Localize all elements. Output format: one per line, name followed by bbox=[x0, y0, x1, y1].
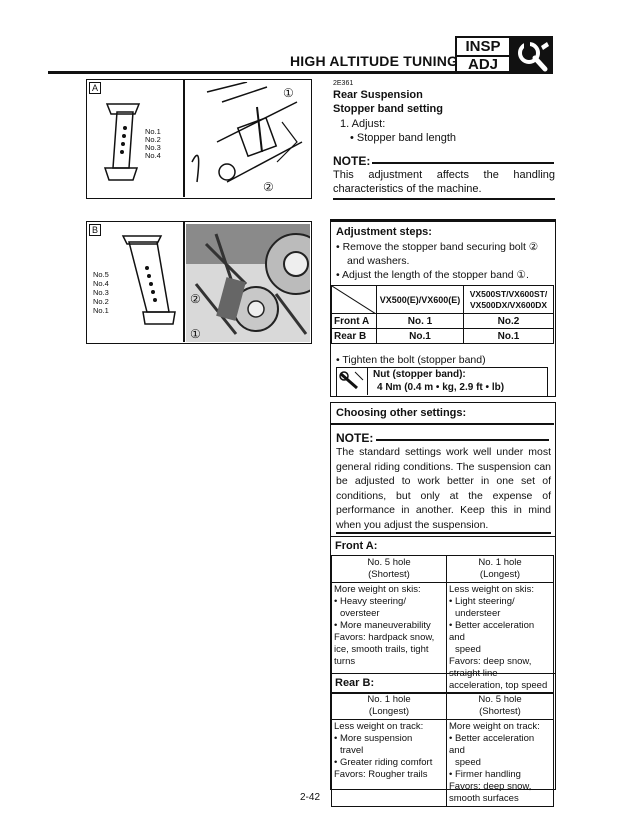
head-line: (Shortest) bbox=[479, 706, 521, 717]
page-number: 2-42 bbox=[300, 792, 321, 803]
text-line: • Greater riding comfort bbox=[334, 757, 433, 768]
figure-b-hole-labels bbox=[93, 270, 109, 315]
text-line: turns bbox=[334, 656, 356, 667]
text-line: • More maneuverability bbox=[334, 620, 431, 631]
figure-b-label: B bbox=[89, 224, 101, 236]
note-end-rule bbox=[333, 198, 555, 200]
text-line: understeer bbox=[455, 608, 501, 619]
row-value: No.1 bbox=[377, 329, 464, 344]
head-line: (Longest) bbox=[479, 569, 521, 580]
table-corner bbox=[332, 286, 377, 314]
choosing-note-rule bbox=[376, 439, 549, 441]
text-line: • Better acceleration and bbox=[449, 620, 535, 643]
text-line: Favors: hardpack snow, bbox=[334, 632, 435, 643]
text-line: More weight on skis: bbox=[334, 584, 421, 595]
badge-bottom: ADJ bbox=[467, 56, 498, 73]
row-label-rear: Rear B bbox=[332, 329, 377, 344]
text-line: • Heavy steering/ bbox=[334, 596, 406, 607]
text-line: • More suspension bbox=[334, 733, 413, 744]
head-line: No. 5 hole bbox=[478, 694, 522, 705]
hole-label: No.2 bbox=[93, 297, 109, 306]
text-line: Favors: deep snow, bbox=[449, 656, 532, 667]
choosing-note-text: The standard settings work well under most general riding conditions. The suspension can be adjusted to work better in one set of conditions, but only at the expense of performance in another. Keep this in mind when you adjust the suspension. bbox=[336, 446, 551, 531]
rear-right-body bbox=[447, 720, 554, 807]
callout-2: ② bbox=[263, 180, 274, 194]
hole-label: No.3 bbox=[93, 288, 109, 297]
hole-label: No.4 bbox=[145, 151, 161, 160]
note-text: This adjustment affects the handling characteristics of the machine. bbox=[333, 169, 555, 195]
text-line: oversteer bbox=[340, 608, 380, 619]
choosing-rule bbox=[331, 423, 554, 425]
figure-b bbox=[86, 221, 312, 344]
row-value: No.1 bbox=[464, 329, 554, 344]
head-line: (Shortest) bbox=[368, 569, 410, 580]
figure-a bbox=[86, 79, 312, 199]
rear-left-body bbox=[332, 720, 447, 807]
front-label: Front A: bbox=[335, 540, 378, 552]
text-line: Less weight on track: bbox=[334, 721, 424, 732]
table-header-col2 bbox=[464, 286, 554, 314]
table-header-col1: VX500(E)/VX600(E) bbox=[377, 286, 464, 314]
hole-label: No.5 bbox=[93, 270, 109, 279]
text-line: • Light steering/ bbox=[449, 596, 515, 607]
adjustment-step-1: • Remove the stopper band securing bolt ② bbox=[336, 241, 539, 253]
figure-b-divider bbox=[183, 222, 185, 342]
table-header-col2-line1: VX500ST/VX600ST/ bbox=[469, 288, 548, 299]
text-line: speed bbox=[455, 757, 481, 768]
text-line: ice, smooth trails, tight bbox=[334, 644, 429, 655]
torque-value: 4 Nm (0.4 m • kg, 2.9 ft • lb) bbox=[377, 382, 505, 393]
head-line: (Longest) bbox=[368, 706, 410, 717]
rear-settings bbox=[330, 674, 556, 804]
callout-2b: ② bbox=[190, 292, 201, 306]
hole-table bbox=[331, 285, 554, 344]
hole-label: No.4 bbox=[93, 279, 109, 288]
adjustment-box bbox=[330, 219, 556, 397]
section-code: 2E361 bbox=[333, 80, 354, 87]
text-line: More weight on track: bbox=[449, 721, 540, 732]
header-rule bbox=[48, 71, 511, 74]
tighten-step: • Tighten the bolt (stopper band) bbox=[336, 354, 486, 366]
section-badge bbox=[455, 36, 511, 74]
adjustment-step-1b: and washers. bbox=[347, 255, 410, 267]
note-label: NOTE: bbox=[333, 154, 371, 168]
rear-table bbox=[331, 692, 554, 807]
text-line: • Firmer handling bbox=[449, 769, 521, 780]
callout-1b: ① bbox=[190, 327, 201, 341]
figure-a-divider bbox=[183, 80, 185, 197]
text-line: smooth surfaces bbox=[449, 793, 519, 804]
text-line: • Better acceleration and bbox=[449, 733, 535, 756]
figure-a-label: A bbox=[89, 82, 101, 94]
page-title: HIGH ALTITUDE TUNING bbox=[290, 53, 459, 69]
wrench-icon bbox=[511, 36, 553, 74]
suspension-b-photo bbox=[186, 224, 310, 342]
adjust-step: 1. Adjust: bbox=[340, 118, 386, 130]
text-line: Less weight on skis: bbox=[449, 584, 535, 595]
choosing-heading: Choosing other settings: bbox=[336, 407, 467, 419]
hole-label: No.3 bbox=[145, 143, 161, 152]
stopper-band-a-drawing bbox=[95, 98, 181, 193]
head-line: No. 1 hole bbox=[367, 694, 411, 705]
choosing-note-label: NOTE: bbox=[336, 431, 374, 445]
hole-label: No.1 bbox=[93, 306, 109, 315]
adjustment-step-2: • Adjust the length of the stopper band ①. bbox=[336, 269, 529, 281]
text-line: Favors: Rougher trails bbox=[334, 769, 428, 780]
text-line: acceleration, top speed bbox=[449, 680, 548, 691]
torque-box bbox=[336, 367, 548, 397]
text-line: speed bbox=[455, 644, 481, 655]
front-left-head bbox=[332, 556, 447, 583]
head-line: No. 5 hole bbox=[367, 557, 411, 568]
table-row bbox=[332, 329, 554, 344]
hole-label: No.1 bbox=[145, 127, 161, 136]
table-header-col2-line2: VX500DX/VX600DX bbox=[469, 299, 548, 310]
text-line: straight line bbox=[449, 668, 498, 679]
row-value: No.2 bbox=[464, 314, 554, 329]
rear-right-head bbox=[447, 693, 554, 720]
hole-label: No.2 bbox=[145, 135, 161, 144]
rear-label: Rear B: bbox=[335, 677, 375, 689]
callout-1: ① bbox=[283, 86, 294, 100]
head-line: No. 1 hole bbox=[478, 557, 522, 568]
rear-left-head bbox=[332, 693, 447, 720]
badge-top: INSP bbox=[457, 38, 509, 57]
front-right-head bbox=[447, 556, 554, 583]
text-line: travel bbox=[340, 745, 364, 756]
stopper-band-b-drawing bbox=[117, 232, 181, 332]
table-row bbox=[332, 314, 554, 329]
text-line: Favors: deep snow, bbox=[449, 781, 532, 792]
note-rule bbox=[372, 162, 554, 164]
figure-a-hole-labels bbox=[145, 128, 161, 160]
adjust-bullet: • Stopper band length bbox=[350, 132, 456, 144]
choosing-box bbox=[330, 402, 556, 537]
section-title: Rear Suspension bbox=[333, 89, 423, 101]
section-subtitle: Stopper band setting bbox=[333, 103, 443, 115]
torque-label: Nut (stopper band): bbox=[373, 369, 466, 380]
choosing-end-rule bbox=[336, 532, 551, 534]
torque-wrench-icon bbox=[337, 368, 368, 395]
row-label-front: Front A bbox=[332, 314, 377, 329]
row-value: No. 1 bbox=[377, 314, 464, 329]
adjustment-heading: Adjustment steps: bbox=[336, 226, 432, 238]
